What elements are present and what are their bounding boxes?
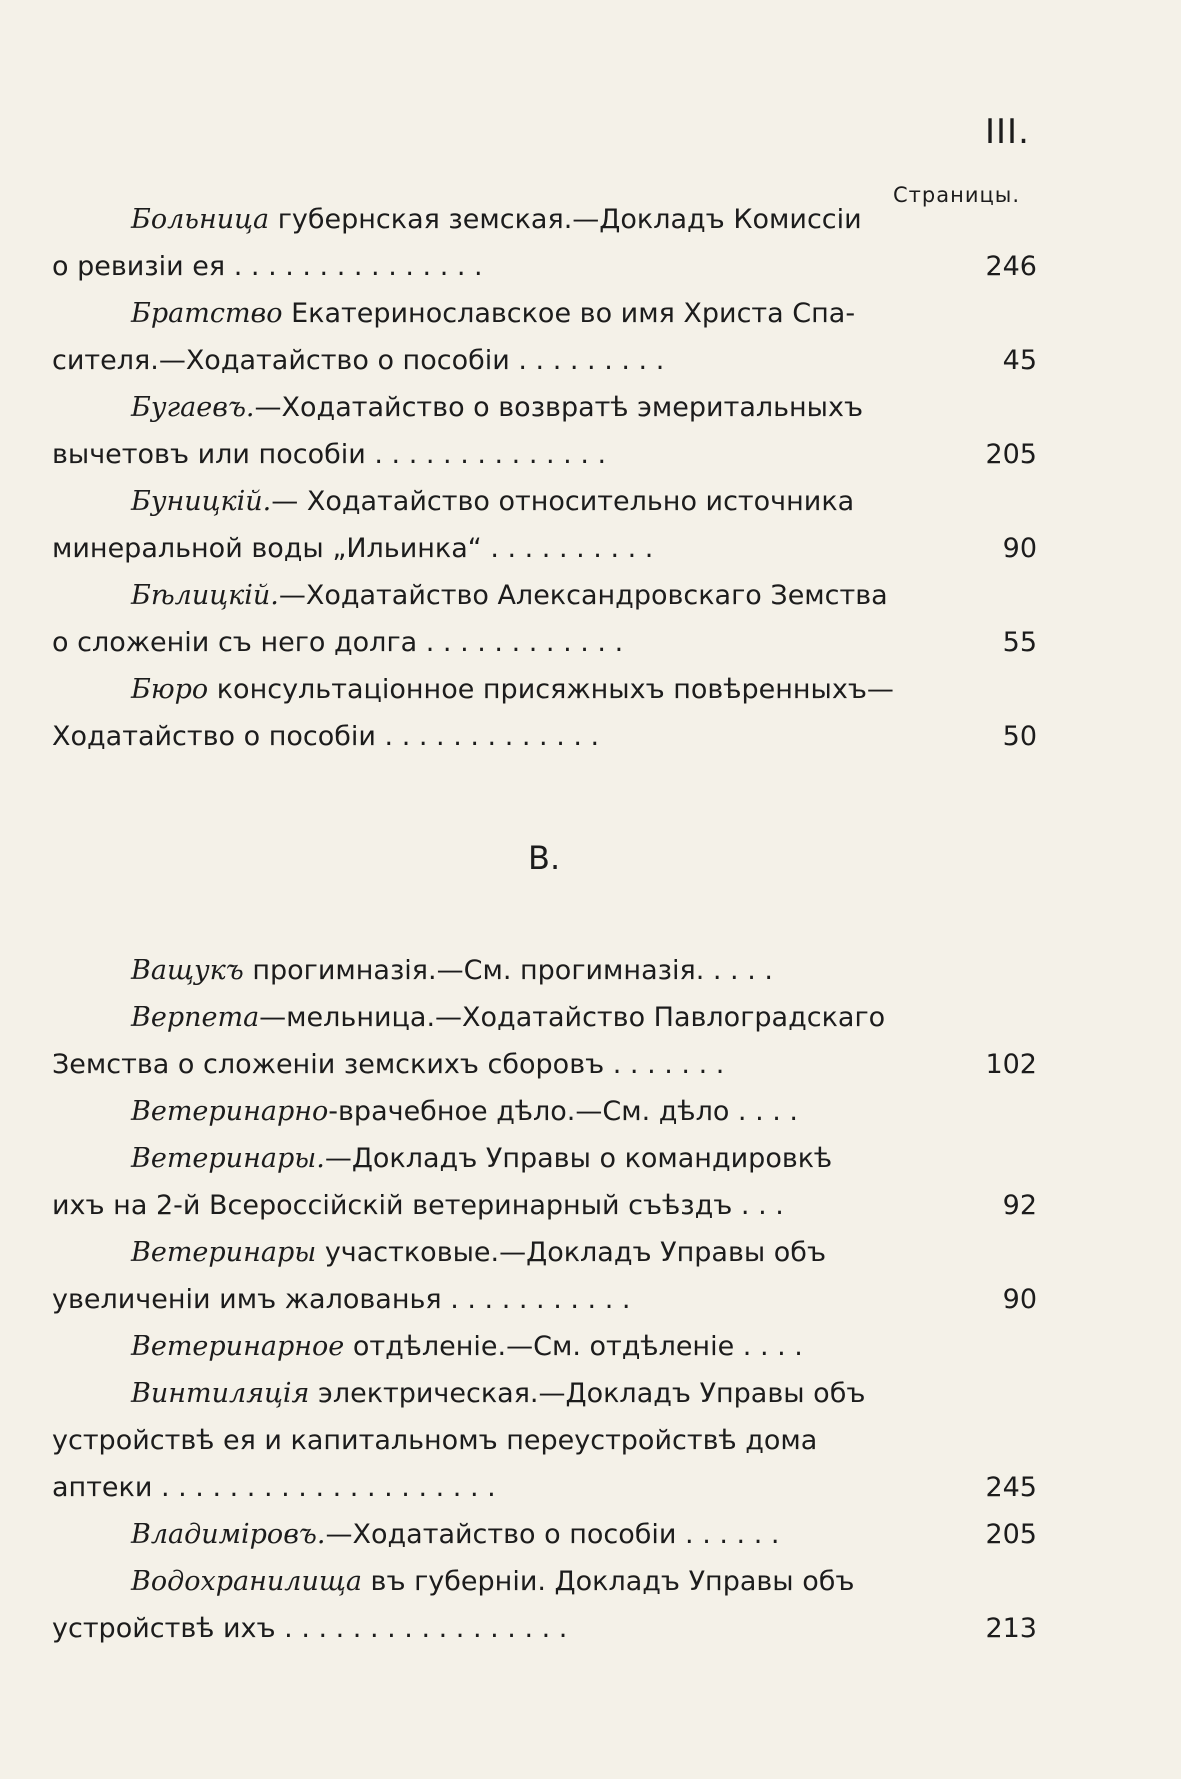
- entry-line: [52, 1558, 1037, 1605]
- entry-line: [52, 1041, 1037, 1088]
- entry-text: —Ходатайство Александровскаго Земства: [278, 580, 888, 611]
- entry-line: [52, 1229, 1037, 1276]
- entry-page-number: 55: [1002, 627, 1037, 658]
- entry-keyword: Водохранилища: [131, 1566, 362, 1597]
- entry-text: —Докладъ Управы о командировкѣ: [324, 1143, 833, 1174]
- entry-line: [52, 1182, 1037, 1229]
- entry-keyword: Ветеринары: [131, 1237, 317, 1268]
- entry-line: [52, 337, 1037, 384]
- entry-line: [52, 196, 1037, 243]
- entry-line: [52, 290, 1037, 337]
- entry-line: [52, 1417, 1037, 1464]
- entry-keyword: Винтиляція: [131, 1378, 310, 1409]
- entry-line: [52, 1323, 1037, 1370]
- index-section-b: [52, 196, 1037, 760]
- entry-page-number: 45: [1002, 345, 1037, 376]
- entry-keyword: Бѣлицкій.: [131, 580, 279, 611]
- entry-keyword: Ветеринарное: [131, 1331, 345, 1362]
- entry-text: участковые.—Докладъ Управы объ: [316, 1237, 827, 1268]
- index-section-v: [52, 947, 1037, 1652]
- entry-text: консультаціонное присяжныхъ повѣренныхъ—: [208, 674, 894, 705]
- entry-keyword: Бюро: [131, 674, 209, 705]
- entry-text: сителя.—Ходатайство о пособіи . . . . . . . . .: [52, 345, 665, 376]
- entry-keyword: Ветеринарно: [131, 1096, 329, 1127]
- entry-keyword: Владиміровъ.: [131, 1519, 326, 1550]
- section-heading: В.: [528, 839, 561, 877]
- entry-line: [52, 431, 1037, 478]
- entry-text: губернская земская.—Докладъ Комиссіи: [269, 204, 862, 235]
- entry-line: [52, 572, 1037, 619]
- entry-line: [52, 384, 1037, 431]
- entry-text: —мельница.—Ходатайство Павлоградскаго: [259, 1002, 886, 1033]
- entry-page-number: 90: [1002, 1284, 1037, 1315]
- entry-line: [52, 1464, 1037, 1511]
- entry-keyword: Братство: [131, 298, 283, 329]
- entry-text: —Ходатайство о пособіи . . . . . .: [325, 1519, 780, 1550]
- entry-keyword: Верпета: [131, 1002, 260, 1033]
- entry-line: [52, 666, 1037, 713]
- entry-text: —Ходатайство о возвратѣ эмеритальныхъ: [254, 392, 864, 423]
- entry-page-number: 92: [1002, 1190, 1037, 1221]
- entry-line: [52, 713, 1037, 760]
- entry-text: Ходатайство о пособіи . . . . . . . . . . . . .: [52, 721, 600, 752]
- entry-line: [52, 243, 1037, 290]
- entry-text: минеральной воды „Ильинка“ . . . . . . . . . .: [52, 533, 654, 564]
- entry-page-number: 246: [985, 251, 1037, 282]
- entry-line: [52, 994, 1037, 1041]
- entry-text: Екатеринославское во имя Христа Спа-: [282, 298, 856, 329]
- entry-text: о сложеніи съ него долга . . . . . . . . . . . .: [52, 627, 624, 658]
- entry-line: [52, 1511, 1037, 1558]
- entry-text: — Ходатайство относительно источника: [271, 486, 855, 517]
- entry-page-number: 102: [985, 1049, 1037, 1080]
- entry-line: [52, 619, 1037, 666]
- entry-text: устройствѣ ея и капитальномъ переустройствѣ дома: [52, 1425, 818, 1456]
- entry-keyword: Больница: [131, 204, 270, 235]
- entry-text: устройствѣ ихъ . . . . . . . . . . . . . . . . .: [52, 1613, 568, 1644]
- entry-text: о ревизіи ея . . . . . . . . . . . . . . .: [52, 251, 483, 282]
- entry-text: вычетовъ или пособіи . . . . . . . . . . . . . .: [52, 439, 607, 470]
- entry-text: Земства о сложеніи земскихъ сборовъ . . . . . . .: [52, 1049, 725, 1080]
- entry-line: [52, 478, 1037, 525]
- page-number: III.: [985, 112, 1030, 152]
- entry-text: ихъ на 2-й Всероссійскій ветеринарный съѣздъ . . .: [52, 1190, 784, 1221]
- entry-line: [52, 525, 1037, 572]
- entry-text: электрическая.—Докладъ Управы объ: [309, 1378, 866, 1409]
- entry-text: прогимназія.—См. прогимназія. . . . .: [243, 955, 773, 986]
- entry-page-number: 245: [985, 1472, 1037, 1503]
- entry-line: [52, 1088, 1037, 1135]
- entry-keyword: Буницкій.: [131, 486, 272, 517]
- entry-line: [52, 1605, 1037, 1652]
- entry-keyword: Бугаевъ.: [131, 392, 255, 423]
- entry-line: [52, 1135, 1037, 1182]
- entry-page-number: 205: [985, 1519, 1037, 1550]
- entry-line: [52, 947, 1037, 994]
- entry-line: [52, 1370, 1037, 1417]
- entry-line: [52, 1276, 1037, 1323]
- entry-page-number: 50: [1002, 721, 1037, 752]
- entry-page-number: 213: [985, 1613, 1037, 1644]
- entry-text: аптеки . . . . . . . . . . . . . . . . . . . .: [52, 1472, 496, 1503]
- entry-text: въ губерніи. Докладъ Управы объ: [361, 1566, 855, 1597]
- entry-text: -врачебное дѣло.—См. дѣло . . . .: [328, 1096, 798, 1127]
- entry-text: увеличеніи имъ жалованья . . . . . . . . . . .: [52, 1284, 631, 1315]
- entry-page-number: 90: [1002, 533, 1037, 564]
- pages-column-label: Страницы.: [893, 183, 1021, 207]
- entry-keyword: Ващукъ: [131, 955, 244, 986]
- entry-keyword: Ветеринары.: [131, 1143, 325, 1174]
- entry-page-number: 205: [985, 439, 1037, 470]
- entry-text: отдѣленіе.—См. отдѣленіе . . . .: [344, 1331, 803, 1362]
